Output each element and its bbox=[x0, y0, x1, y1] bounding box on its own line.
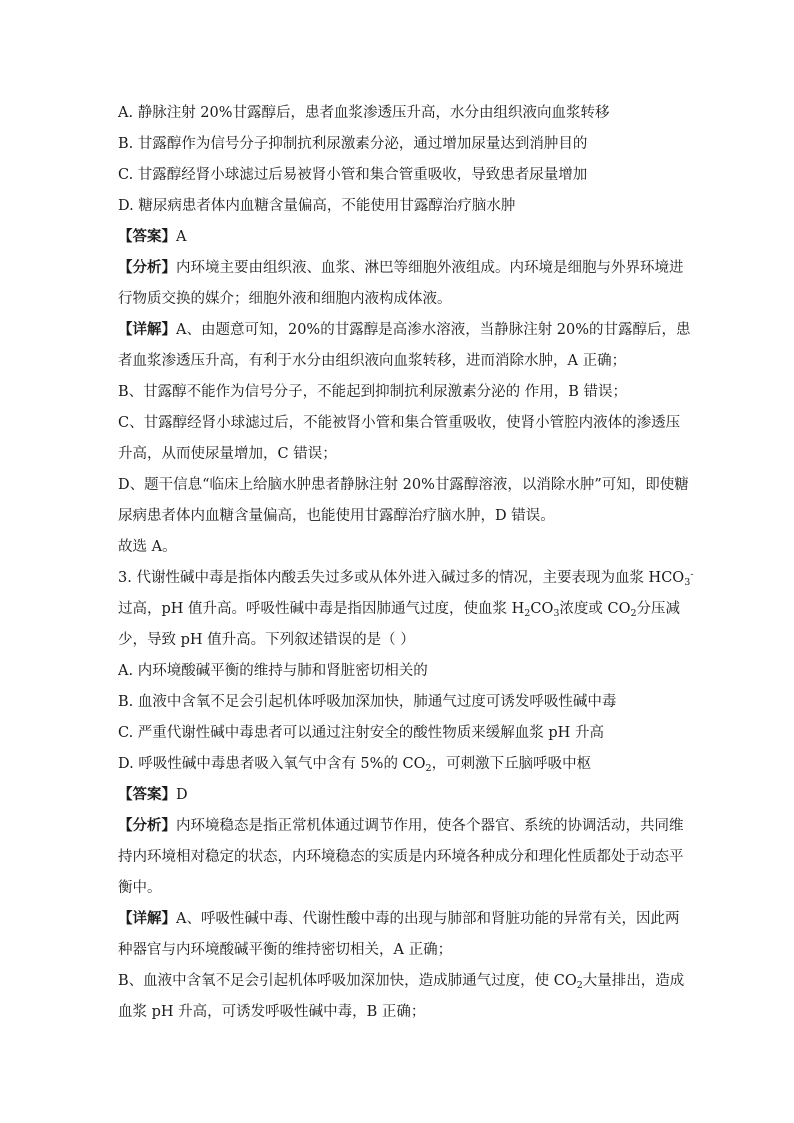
answer-tag: 【答案】 bbox=[118, 228, 176, 245]
analysis-text: 内环境稳态是指正常机体通过调节作用，使各个器官、系统的协调活动，共同维 bbox=[176, 818, 684, 834]
q3-stem-line2 bbox=[118, 599, 681, 619]
q3-stem-line1 bbox=[118, 568, 694, 588]
q3-option-b: B. 血液中含氧不足会引起机体呼吸加深加快，肺通气过度可诱发呼吸性碱中毒 bbox=[118, 694, 617, 710]
q3-stem-text: 3. 代谢性碱中毒是指体内酸丢失过多或从体外进入碱过多的情况，主要表现为血浆 HCO bbox=[118, 570, 685, 586]
q2-detail-line4: C、甘露醇经肾小球滤过后，不能被肾小管和集合管重吸收，使肾小管腔内液体的渗透压 bbox=[118, 415, 681, 431]
q3-detail-line3 bbox=[118, 971, 685, 991]
superscript: - bbox=[690, 569, 694, 580]
analysis-text: 内环境主要由组织液、血浆、淋巴等细胞外液组成。内环境是细胞与外界环境进 bbox=[176, 260, 684, 276]
answer-value: A bbox=[176, 229, 187, 245]
q3-option-c: C. 严重代谢性碱中毒患者可以通过注射安全的酸性物质来缓解血浆 pH 升高 bbox=[118, 725, 604, 741]
q2-analysis-cont: 行物质交换的媒介；细胞外液和细胞内液构成体液。 bbox=[118, 291, 452, 307]
analysis-tag: 【分析】 bbox=[118, 817, 176, 834]
q3-option-d bbox=[118, 754, 678, 774]
subscript: 2 bbox=[630, 608, 637, 619]
q2-option-c: C. 甘露醇经肾小球滤过后易被肾小管和集合管重吸收，导致患者尿量增加 bbox=[118, 167, 588, 183]
option-text: ，可刺激下丘脑呼吸中枢 bbox=[431, 756, 592, 772]
detail-text: A、由题意可知，20%的甘露醇是高渗水溶液，当静脉注射 20%的甘露醇后，患 bbox=[176, 322, 691, 338]
q3-stem-line3: 少，导致 pH 值升高。下列叙述错误的是（ ） bbox=[118, 632, 415, 648]
q2-detail-line6: D、题干信息“临床上给脑水肿患者静脉注射 20%甘露醇溶液，以消除水肿”可知，即使糖 bbox=[118, 477, 689, 493]
q3-option-a: A. 内环境酸碱平衡的维持与肺和肾脏密切相关的 bbox=[118, 663, 428, 679]
subscript: 3 bbox=[553, 608, 560, 619]
q3-detail-line4: 血浆 pH 升高，可诱发呼吸性碱中毒，B 正确； bbox=[118, 1004, 426, 1020]
q3-analysis bbox=[118, 816, 684, 836]
q2-option-d: D. 糖尿病患者体内血糖含量偏高，不能使用甘露醇治疗脑水肿 bbox=[118, 198, 516, 214]
answer-tag: 【答案】 bbox=[118, 786, 176, 803]
q2-answer bbox=[118, 227, 678, 247]
q2-option-b: B. 甘露醇作为信号分子抑制抗利尿激素分泌，通过增加尿量达到消肿目的 bbox=[118, 136, 588, 152]
q3-detail bbox=[118, 909, 678, 929]
q3-stem-text: CO bbox=[530, 601, 554, 617]
q2-option-a: A. 静脉注射 20%甘露醇后，患者血浆渗透压升高，水分由组织液向血浆转移 bbox=[118, 105, 610, 121]
q3-stem-text: 浓度或 CO bbox=[559, 601, 631, 617]
subscript: 3 bbox=[684, 577, 691, 588]
q2-detail-line3: B、甘露醇不能作为信号分子，不能起到抑制抗利尿激素分泌的 作用，B 错误； bbox=[118, 384, 628, 400]
detail-text: 大量排出，造成 bbox=[582, 973, 685, 989]
q3-detail-line2: 种器官与内环境酸碱平衡的维持密切相关，A 正确； bbox=[118, 942, 453, 958]
q3-stem-text: 分压减 bbox=[636, 601, 681, 617]
detail-tag: 【详解】 bbox=[118, 321, 176, 338]
option-text: D. 呼吸性碱中毒患者吸入氧气中含有 5%的 CO bbox=[118, 756, 426, 772]
subscript: 2 bbox=[524, 608, 531, 619]
q3-analysis-line2: 持内环境相对稳定的状态，内环境稳态的实质是内环境各种成分和理化性质都处于动态平 bbox=[118, 849, 684, 865]
detail-text: B、血液中含氧不足会引起机体呼吸加深加快，造成肺通气过度，使 CO bbox=[118, 973, 577, 989]
q2-conclusion: 故选 A。 bbox=[118, 539, 177, 555]
detail-text: A、呼吸性碱中毒、代谢性酸中毒的出现与肺部和肾脏功能的异常有关，因此两 bbox=[176, 911, 680, 927]
q2-analysis bbox=[118, 258, 684, 278]
subscript: 2 bbox=[576, 980, 583, 991]
q3-analysis-line3: 衡中。 bbox=[118, 880, 162, 896]
q2-detail-line7: 尿病患者体内血糖含量偏高，也能使用甘露醇治疗脑水肿，D 错误。 bbox=[118, 508, 555, 524]
q2-detail bbox=[118, 320, 691, 340]
q2-detail-line5: 升高，从而使尿量增加，C 错误； bbox=[118, 446, 337, 462]
analysis-tag: 【分析】 bbox=[118, 259, 176, 276]
q3-answer bbox=[118, 785, 678, 805]
answer-value: D bbox=[176, 787, 188, 803]
q2-detail-line2: 者血浆渗透压升高，有利于水分由组织液向血浆转移，进而消除水肿，A 正确； bbox=[118, 353, 627, 369]
subscript: 2 bbox=[425, 763, 432, 774]
q3-stem-text: 过高，pH 值升高。呼吸性碱中毒是指因肺通气过度，使血浆 H bbox=[118, 601, 525, 617]
detail-tag: 【详解】 bbox=[118, 910, 176, 927]
